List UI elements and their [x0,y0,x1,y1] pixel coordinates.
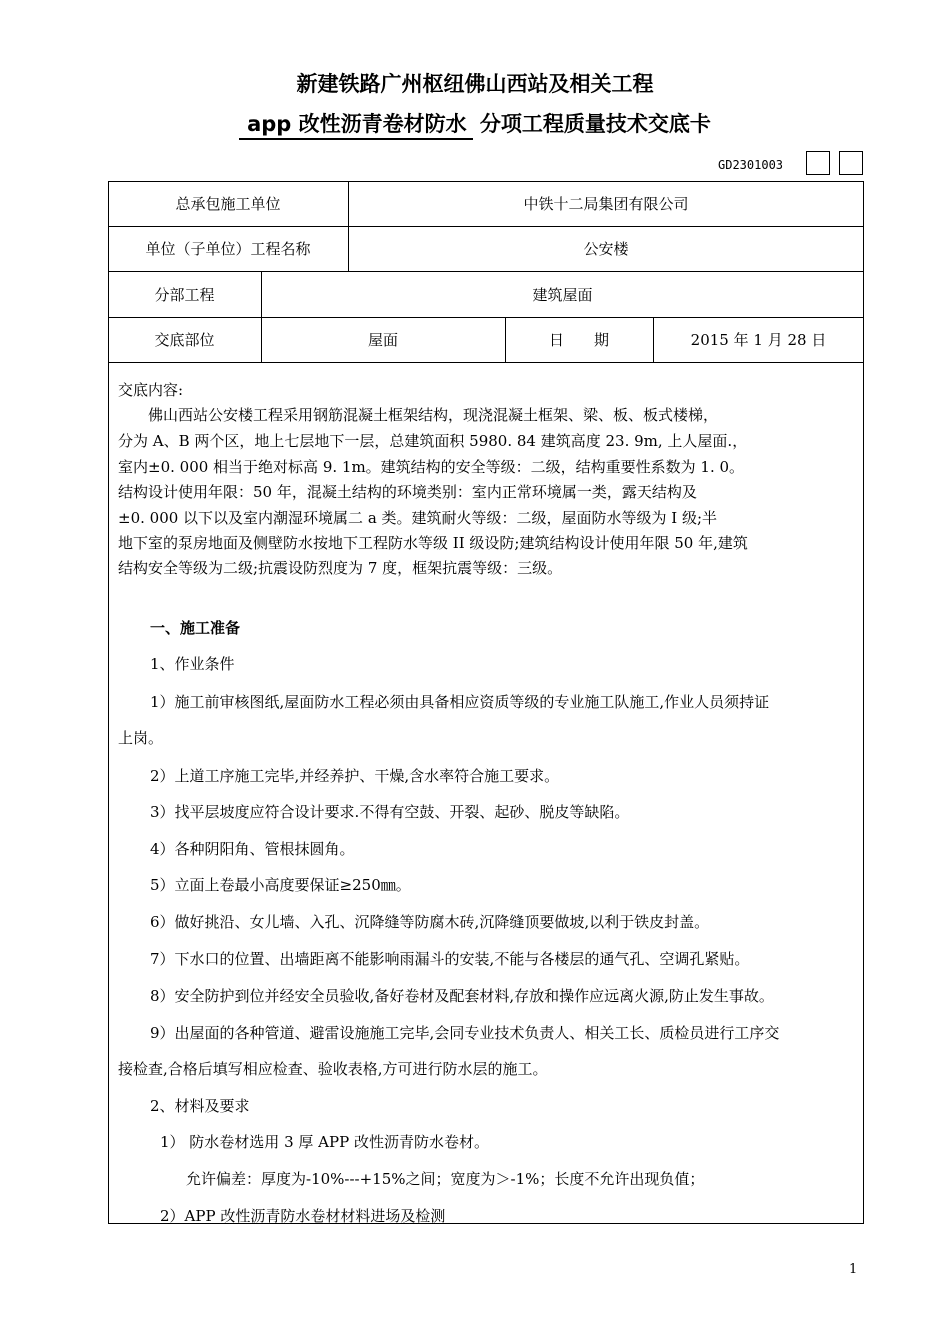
list-item: 2）上道工序施工完毕,并经养护、干燥,含水率符合施工要求。 [150,767,560,785]
location-label: 交底部位 [154,331,215,349]
list-item: 1）施工前审核图纸,屋面防水工程必须由具备相应资质等级的专业施工队施工,作业人员须持证 [150,693,770,711]
project-value: 公安楼 [583,240,629,258]
list-item: 接检查,合格后填写相应检查、验收表格,方可进行防水层的施工。 [118,1060,548,1078]
list-item: 9）出屋面的各种管道、避雷设施施工完毕,会同专业技术负责人、相关工长、质检员进行工序交 [150,1024,780,1042]
date-value: 2015 年 1 月 28 日 [690,331,827,349]
section-heading: 一、施工准备 [150,619,241,637]
project-label: 单位（子单位）工程名称 [145,240,311,258]
division-value: 建筑屋面 [532,285,593,304]
list-item: 4）各种阴阳角、管根抹圆角。 [150,840,355,858]
document-code: GD2301003 [718,158,784,172]
list-item: 5）立面上卷最小高度要保证≥250㎜。 [150,876,411,894]
subtitle-underlined-part: app 改性沥青卷材防水 [239,112,473,140]
page-number: 1 [849,1262,858,1277]
list-item: 8）安全防护到位并经安全员验收,备好卷材及配套材料,存放和操作应远离火源,防止发生事故。 [150,987,774,1005]
document-title: 新建铁路广州枢纽佛山西站及相关工程 [296,72,654,96]
intro-line: 室内±0. 000 相当于绝对标高 9. 1m。建筑结构的安全等级：二级，结构重要性系数为 1. 0。 [118,458,745,476]
checkbox-1[interactable] [806,151,830,175]
row-divider [108,362,864,363]
list-item: 上岗。 [118,729,164,747]
subsection-heading: 1、作业条件 [150,655,235,673]
intro-line: 佛山西站公安楼工程采用钢筋混凝土框架结构，现浇混凝土框架、梁、板、板式楼梯， [148,406,719,424]
subsection-heading: 2、材料及要求 [150,1097,250,1115]
location-value: 屋面 [367,331,398,349]
list-item: 6）做好挑沿、女儿墙、入孔、沉降缝等防腐木砖,沉降缝顶要做坡,以利于铁皮封盖。 [150,913,710,931]
material-tolerance: 允许偏差：厚度为-10%---+15%之间；宽度为＞-1%；长度不允许出现负值； [186,1170,705,1188]
intro-line: 地下室的泵房地面及侧壁防水按地下工程防水等级 II 级设防;建筑结构设计使用年限 50 年,建筑 [118,534,748,552]
content-heading: 交底内容: [118,381,184,399]
material-item: 2）APP 改性沥青防水卷材材料进场及检测 [160,1207,446,1225]
subtitle-rest: 分项工程质量技术交底卡 [479,112,711,136]
list-item: 7）下水口的位置、出墙距离不能影响雨漏斗的安装,不能与各楼层的通气孔、空调孔紧贴。 [150,950,750,968]
division-label: 分部工程 [154,285,215,304]
date-label: 日 期 [548,331,609,349]
intro-line: 结构设计使用年限：50 年，混凝土结构的环境类别：室内正常环境属一类，露天结构及 [118,483,697,501]
intro-line: ±0. 000 以下以及室内潮湿环境属二 a 类。建筑耐火等级：二级，屋面防水等级为 I 级;半 [118,509,718,527]
checkbox-2[interactable] [839,151,863,175]
intro-line: 结构安全等级为二级;抗震设防烈度为 7 度，框架抗震等级：三级。 [118,559,563,577]
contractor-value: 中铁十二局集团有限公司 [523,195,689,213]
document-subtitle [0,108,950,138]
material-item: 1） 防水卷材选用 3 厚 APP 改性沥青防水卷材。 [160,1133,489,1151]
contractor-label: 总承包施工单位 [175,195,281,213]
intro-line: 分为 A、B 两个区，地上七层地下一层，总建筑面积 5980. 84 建筑高度 23. 9m, 上人屋面.， [118,432,748,450]
list-item: 3）找平层坡度应符合设计要求.不得有空鼓、开裂、起砂、脱皮等缺陷。 [150,803,630,821]
